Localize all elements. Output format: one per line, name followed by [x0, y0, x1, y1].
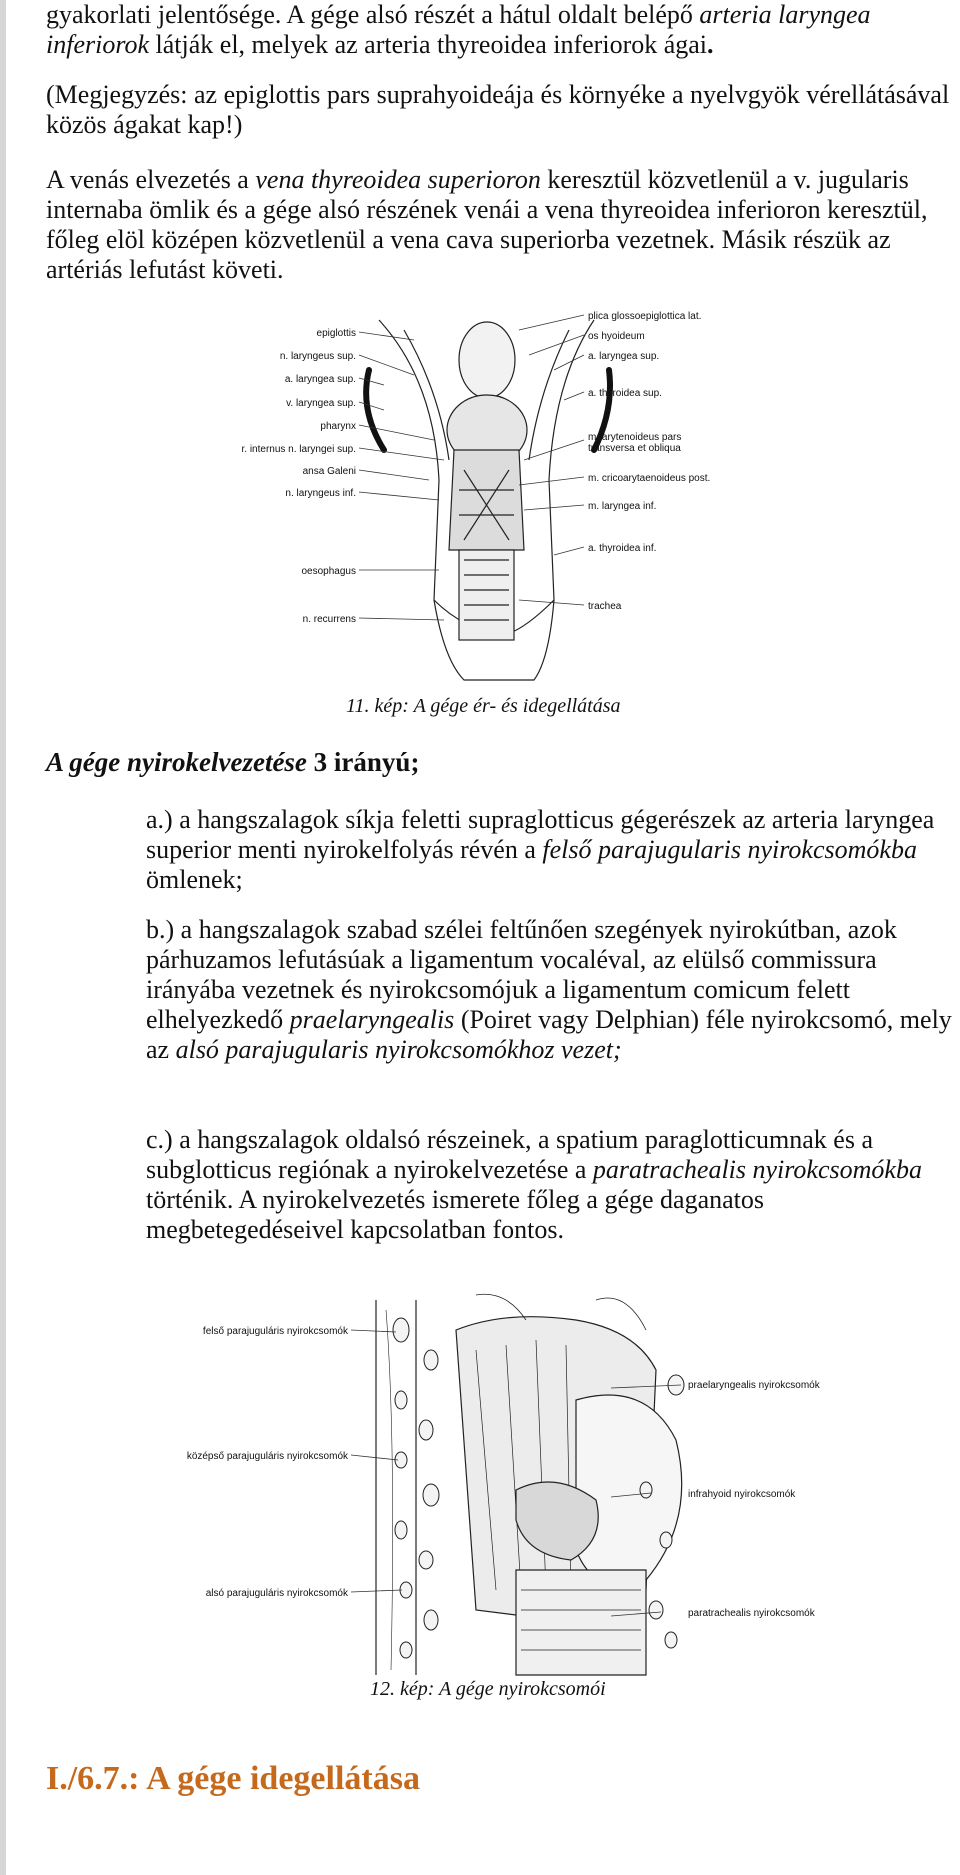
figure-12-caption: 12. kép: A gége nyirokcsomói	[370, 1678, 606, 1700]
label-lower-parajugular-nodes: alsó parajuguláris nyirokcsomók	[205, 1588, 348, 1599]
label-os-hyoideum: os hyoideum	[588, 331, 645, 342]
label-praelaryngeal-nodes: praelaryngealis nyirokcsomók	[688, 1380, 820, 1391]
label-pharynx: pharynx	[320, 421, 356, 432]
label-infrahyoid-nodes: infrahyoid nyirokcsomók	[688, 1489, 796, 1500]
lymph-node-illustration	[176, 1290, 896, 1675]
label-m-laryngea-inf: m. laryngea inf.	[588, 501, 657, 512]
label-r-internus: r. internus n. laryngei sup.	[241, 444, 356, 455]
list-item-c: c.) a hangszalagok oldalsó részeinek, a spatium paraglotticumnak és a subglotticus regiónak a nyirokelvezetése a paratrachealis nyirokcsomókba történik. A nyirokelvezetés ismerete főleg a gége daganatos megbetegedéseivel kapcsolatban fontos.	[146, 1125, 922, 1244]
label-n-laryngeus-sup: n. laryngeus sup.	[279, 351, 356, 362]
lymph-drainage-heading: A gége nyirokelvezetése 3 irányú;	[46, 747, 420, 777]
paragraph-arterial-supply: gyakorlati jelentősége. A gége alsó részét a hátul oldalt belépő arteria laryngea inferiorok látják el, melyek az arteria thyreoidea inferiorok ágai.	[46, 0, 871, 59]
label-n-recurrens: n. recurrens	[302, 614, 356, 625]
larynx-vascular-nerve-figure	[241, 300, 834, 695]
label-epiglottis: epiglottis	[316, 328, 356, 339]
label-a-thyroidea-inf: a. thyroidea inf.	[588, 543, 657, 554]
larynx-lymph-nodes-figure	[176, 1290, 896, 1675]
label-oesophagus: oesophagus	[301, 566, 356, 577]
left-margin-bar	[0, 0, 6, 1875]
label-a-laryngea-sup-right: a. laryngea sup.	[588, 351, 660, 362]
label-trachea: trachea	[588, 601, 622, 612]
label-ansa-galeni: ansa Galeni	[302, 466, 356, 477]
label-a-laryngea-sup-left: a. laryngea sup.	[284, 374, 356, 385]
label-upper-parajugular-nodes: felső parajuguláris nyirokcsomók	[202, 1326, 348, 1337]
label-m-arytenoideus: m. arytenoideus pars transversa et obliqua	[588, 432, 682, 454]
paragraph-venous-drainage: A venás elvezetés a vena thyreoidea superioron keresztül közvetlenül a v. jugularis internaba ömlik és a gége alsó részének venái a vena thyreoidea inferioron keresztül, főleg elöl középen közvetlenül a vena cava superiorba vezetnek. Másik részük az artériás lefutást követi.	[46, 165, 928, 284]
label-n-laryngeus-inf: n. laryngeus inf.	[285, 488, 356, 499]
list-item-b: b.) a hangszalagok szabad szélei feltűnően szegények nyirokútban, azok párhuzamos lefutásúak a ligamentum vocaléval, az elülső commissura irányába vezetnek és nyirokcsomójuk a ligamentum comicum felett elhelyezkedő praelaryngealis (Poiret vagy Delphian) féle nyirokcsomó, mely az alsó parajugularis nyirokcsomókhoz vezet;	[146, 915, 952, 1064]
label-middle-parajugular-nodes: középső parajuguláris nyirokcsomók	[186, 1451, 348, 1462]
section-title: I./6.7.: A gége idegellátása	[46, 1760, 420, 1797]
label-v-laryngea-sup: v. laryngea sup.	[286, 398, 356, 409]
label-a-thyroidea-sup: a. thyroidea sup.	[588, 388, 662, 399]
label-paratracheal-nodes: paratrachealis nyirokcsomók	[688, 1608, 815, 1619]
list-item-a: a.) a hangszalagok síkja feletti supraglotticus gégerészek az arteria laryngea superior menti nyirokelfolyás révén a felső parajugularis nyirokcsomókba ömlenek;	[146, 805, 935, 894]
label-m-cricoarytaenoideus: m. cricoarytaenoideus post.	[588, 473, 711, 484]
paragraph-note: (Megjegyzés: az epiglottis pars suprahyoideája és környéke a nyelvgyök vérellátásával közös ágakat kap!)	[46, 80, 950, 139]
larynx-illustration	[241, 300, 834, 695]
label-plica-glossoepiglottica: plica glossoepiglottica lat.	[588, 311, 702, 322]
figure-11-caption: 11. kép: A gége ér- és idegellátása	[346, 695, 621, 717]
